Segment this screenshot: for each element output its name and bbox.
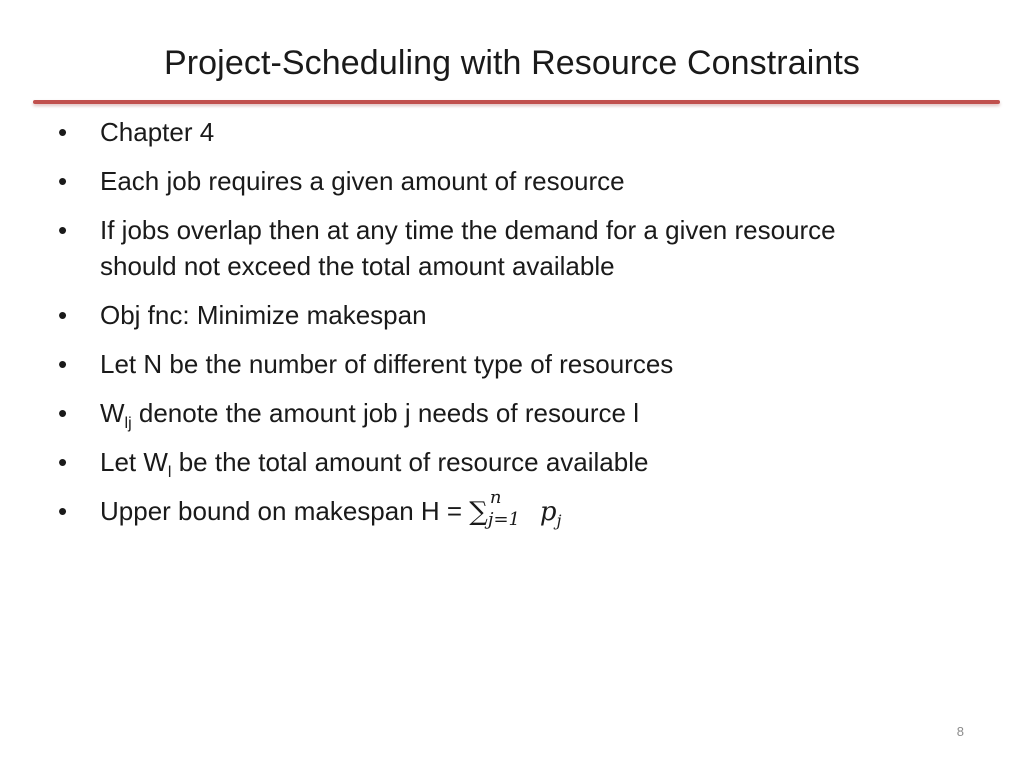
bullet-text-rest: denote the amount job j needs of resource l xyxy=(131,398,639,428)
bullet-item xyxy=(56,395,996,431)
bullet-text-start: Upper bound on makespan H = xyxy=(100,496,470,526)
summation-term-subscript: j xyxy=(556,511,562,530)
bullet-item xyxy=(56,487,996,531)
bullet-item xyxy=(56,212,996,284)
bullet-dot-icon: • xyxy=(58,398,68,428)
bullet-item xyxy=(56,346,996,382)
summation-lower-limit: j=1 xyxy=(487,509,520,530)
bullet-item xyxy=(56,114,996,150)
bullet-dot-icon: • xyxy=(58,117,68,147)
bullet-text-rest: be the total amount of resource available xyxy=(171,447,649,477)
bullet-dot-icon: • xyxy=(58,215,68,245)
variable-subscript: l xyxy=(167,464,172,481)
bullet-text xyxy=(100,398,639,432)
sum-formula xyxy=(469,487,562,530)
summation-symbol: ∑ xyxy=(469,497,488,527)
bullet-text-start: Let W xyxy=(100,447,168,477)
bullet-text: Chapter 4 xyxy=(100,117,215,147)
summation-limits xyxy=(487,487,540,531)
bullet-item xyxy=(56,163,996,199)
variable-name: W xyxy=(100,398,125,428)
bullet-text: Each job requires a given amount of resource xyxy=(100,166,625,196)
bullet-text: Let N be the number of different type of resources xyxy=(100,349,674,379)
title-divider xyxy=(33,100,1000,104)
bullet-text: If jobs overlap then at any time the demand for a given resource should not exceed the total amount available xyxy=(100,215,836,281)
bullet-dot-icon: • xyxy=(58,349,68,379)
bullet-text xyxy=(100,487,562,530)
bullet-text xyxy=(100,447,649,481)
bullet-dot-icon: • xyxy=(58,447,68,477)
bullet-dot-icon: • xyxy=(58,300,68,330)
bullet-item xyxy=(56,297,996,333)
bullet-dot-icon: • xyxy=(58,496,68,526)
bullet-text: Obj fnc: Minimize makespan xyxy=(100,300,427,330)
bullet-list xyxy=(56,114,996,544)
summation-term: p xyxy=(539,497,557,527)
summation-upper-limit: n xyxy=(489,487,502,508)
page-number: 8 xyxy=(956,724,964,739)
variable-subscript: lj xyxy=(124,415,132,432)
slide-title: Project-Scheduling with Resource Constraints xyxy=(163,44,861,82)
bullet-dot-icon: • xyxy=(58,166,68,196)
bullet-item xyxy=(56,444,996,480)
